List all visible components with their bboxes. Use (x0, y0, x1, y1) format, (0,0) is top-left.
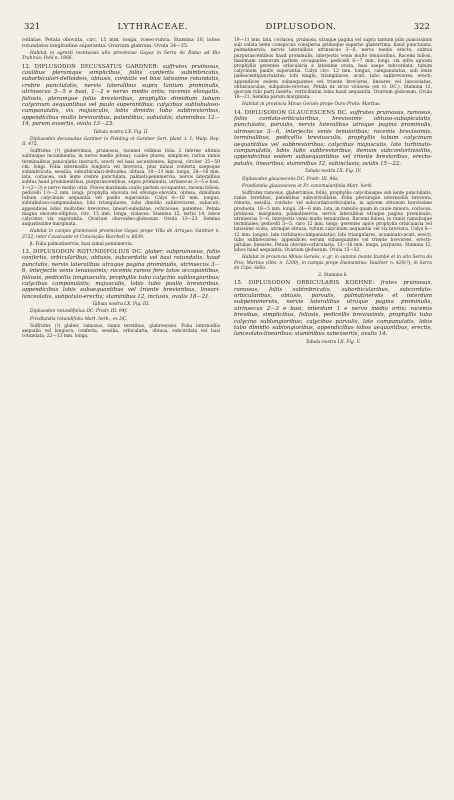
species-heading-13 (22, 249, 220, 300)
species-diagnosis: suffrutex pruinosus, caulibus plerumque simplicibus, foliis confertis subimbricatis, suborbiculari-deltoideis, obtusis, cordatis vel basi latissime rotundatis, crebre punctulatis, nervis lateralibus supra tantum prominulis, utrinsecus 3—5 e basi, 1—2 e nervo medio ortis; racemis elongatis, foliosis, plerumque foliis brevioribus, prophyllis dimidium tubum calycinum aequantibus vel paulo superantibus; calycibus subtubuloso-campanulatis, vix majusculis, lobis dimidio tubo subbrevioribus, appendicibus multo brevioribus, patentibus, subulatis; staminibus 12—14, parum exsertis, ovula 13—23. (22, 63, 220, 128)
habitat-note: Habitat in provincia Minas Geraës prope Ouro Preto: Martius. (242, 102, 381, 108)
page-number-left: 321 (24, 22, 41, 32)
right-column (234, 38, 432, 347)
species-description: Suffrutex ramosus, glaberrimus, foliis, prophyllis calycibusque sub lente punctulatis, ramis teretibus, patentibus subvorticillatis. Folia plerumque internodiis breviora, remota, sessilia, cordato- vel subcordatoorbicularia, in apicem obtusum brevissime produeta, 18—5 mm. longa, 24—6 mm. lata, in ramulis quam in caule minora, coriacea, pruinosa, marginata, palmatinervia, nervis lateralibus utraque pagina prominulis, utrinsecus 3—6, interjectis venis multo tenuioribus. Racemi foliosi, in ramis ramulisque terminales; pedicelli 3—5, raro 12 mm. longi; gerentes apice prophylla orbicularia vel latissime ovata, utrinque obtusa, tubum calycinum aequantia vel vix breviora. Calyx 8—12 mm. longus, late turbinato-campanulatus; lobi triangulares, acuminato-acuti, erecti, tubo subbreviores; appendices eorum subaequantes vel triente breviores, erecto-patulae, lineares. Petala obovato-orbicularia, 13—16 mm. longa, purpurea. Stamina 12, lobos haud aequantia. Ovarium globosum. Ovula 15—22. (234, 190, 432, 254)
species-description: Suffrutex (?) glaber, ramosus, ramis teretibus, glabrescens. Folia internodiis aequalia vel longiora, conferta, sessilia, orbicularia, obtusa, subcordata vel basi rotundata, 22—13 mm. longa, (22, 323, 220, 340)
species-name: DIPLUSODON ROTUNDIFOLIUS (32, 248, 130, 255)
plate-reference: Tabula nostra LX. Fig. IV. (304, 169, 362, 175)
running-title-genus: DIPLUSODON. (265, 22, 337, 32)
species-heading-14 (234, 110, 432, 168)
synonymy: Friedlandia glaucescens et Fr. canomularifolia Mart. herb. (242, 183, 373, 189)
paragraph: rollatae. Petala obovata, circ. 15 mm. longa, roseo-rubra. Stamina 18, lobos rotundatos longitudine superantia. Ovarium glabrum. Ovula 24—25. (22, 38, 220, 49)
synonymy: Diplusodon glaucescens DC. Prodr. III. 94a. (242, 176, 340, 182)
species-name: DIPLUSODON DECUSSATUS (34, 63, 122, 70)
plate-reference: Tabula nostra LX. Fig. V. (305, 339, 361, 345)
species-number: 12. (22, 63, 31, 70)
species-author: KOEHNE: (345, 280, 375, 287)
running-title-family: LYTHRACEAE. (117, 22, 189, 32)
section-label: 2. Stamina 6. (318, 272, 348, 278)
synonymy: Friedlandia rotundifolia Mart. herb., ex DC. (30, 316, 128, 322)
species-diagnosis: glaber, subpruinosus, foliis confertis, orbicularibus, obtusis, subcordatis vel basi rotundatis, haud punctatis, nervis lateralibus utraque pagina prominulis, utrinsecus 3—6, interjectis venis tenuissimis; racemis ramos fere totos occupantibus, foliosis, pedicellis longiusculis, prophyllis tubo calycino sublongioribus; calycibus campanulatis, majusculis, lobis tubo paullo brevioribus, appendicibus lobis subaequantibus vel triente brevioribus, lineari-lanceolatis, subpatulo-erectis; staminibus 12, inclusis, ovulis 18—21. (22, 248, 221, 300)
habitat-note: Habitat in campis graminosis provinciae Goyaz prope Villa de Arrayas: Gardner n. 3722; inter Cavalcante et Conceição: Burchell n. 8039. (22, 229, 220, 240)
variety-note: β. Folia palmatinervia, basi simul penninervia. (30, 241, 134, 247)
species-heading-15 (234, 280, 432, 338)
species-author: DC. (337, 109, 348, 116)
text-columns (22, 38, 432, 347)
species-number: 14. (234, 109, 243, 116)
left-column (22, 38, 220, 347)
species-diagnosis: suffrutex pruinosus, ramosus, foliis cordato-orbicularibus, brevissime obtuso-subapiculatis, punctulatis, parvulis, nervis lateralibus utraque pagina prominulis, utrinsecus 3—6, interjectis venis tenuioribus; racemis brevissimis, terminalibus, pedicellis breviusculis, prophyllis tubum calycinum aequantibus vel subbrevioribus; calycibus majusculis, late turbinato-campanulatis, lobis tubo subbrevioribus, demum subcontortiviolitis, appendicibus eodem subaequantibus vel triente brevioribus, erecto-patulis, linearibus; staminibus 12, subinclusis, ovulis 15—22. (234, 109, 432, 167)
habitat-note: Habitat in agresti montuosis alto provinciae Goyaz in Serra de Ridao ad Rio Trahiras: Pohl n. 1866. (22, 51, 220, 62)
species-author: GARDNER: (126, 63, 159, 70)
species-name: DIPLUSODON ORBICULARIS (248, 280, 340, 287)
species-diagnosis: frutex pruinosus, ramosus, foliis subimbricatis, suborbicularibus, subcordato-orbicularibus, obtusis, parvulis, palmatinerviis et interdum subpenninerviis, nervis lateralibus utraque pagina prominulis, utrinsecus 2—3 e basi, interdum 1 e nervo medio ortis; racemis brevibus, simplicibus, foliosis, pedicellis brevissimis, prophyllis tubo calycino sublongioribus; calycibus parvulis, late campanulatis, lobis tubo dimidio sublongioribus, appendicibus lobos aequantibus, erectis, lanceolato-linearibus; staminibus subexsertis, ovulis 14. (234, 280, 432, 338)
species-description: 19—11 mm. lata, coriacea, pruinosa, utraque pagina vel supra tantum pilis paucissimis sub valida lente conspicuis conspersa primoque superne glaberrima, haud punctulata, palmatinervia, nervis lateralibus utrinsecus 3—6, nervo medio erecto, subtus purpurascentibus haud prominulis, interjectis venis multo tenuioribus. Racemi foliosi, maximam ramorum partem occupantes; pedicelli 6—7 mm. longi, vix infra apicem prophyllis gerentes orbicularia a latissime ovata, basi saepe subcordata, tubum calycinum paullo superantia. Calyx circ. 12 mm. longus, campanulatus, sub lente pallescentipunctulatus; lobi magni, triangulares, acuti, tubo subbreviores, erecti; appendices eodem subaequantes vel triente breviores, lineares vel lanceolatae, obtusiusculae, subpatulo-erectae. Petala ex sicco violacea (ex cl. DC.). Stamina 12, quorum tubi parti inserta, verticillatim lobis haud aequantia. Ovarium globosum. Ovula 18—21. Semina parum marginata. (234, 38, 432, 101)
habitat-note: Habitat in provincia Minas Geraës, v. gr. in summo monte Itambé et in alto Serra do Frio: Martius (Obs. n. 1200); in campis prope Diamantina: Vauthier n. 420(?); in Serra do Cipó: Sello. (234, 255, 432, 271)
species-heading-12 (22, 64, 220, 128)
species-description: Suffrutex (?) glaberrimus, pruinosus, (nonnel vidimus folia 2 inferne ultimis subtusque incumbentia, in nervo medio pilosa); caules plures, simplices, rarius ramis terminalibus paniculatis instructi, erecti vel basi ascendentes, lignosi, circiter 25—50 cm. longi. Folia internodiis longiora vel breviora, plus minus conferta saepeque subimbricata, sessilia, suborbiculari-deltoidea, obtusa, 10—13 mm. longa, 28—16 mm. lata, coriacea, sub lente crebre punctulata, palmati-penninervia, nervis lateralibus subtus haud prominentibus, purpurascentibus, supra prominulis, utrinsecus 3—5 e basi, 1—(2—3) e nervo medio ortis. Flores maximam caulis partem occupantes, racemi foliosi; pedicelli 1½—2 mm. longi; prophylla obovata vel oblongo-obovata, obtusa, dimidium tubum calycinum aequantia vel paullo superantia. Calyx 8—10 mm. longus, subtubuloso-campanulatus; lobi triangulares, tubo dimidio subbreviores, subacuti; appendices lobis multoties breviores, lineari-subulatae, ochraceae, patentes. Petala magna obovato-elliptica, circ. 15 mm. longa, violacea. Stamina 12, tertia 14, lobos calycinos vix superantia. Ovarium obovoideo-globosum. Ovula 13—23. Semina augustissime marginata. (22, 149, 220, 228)
species-number: 13. (22, 248, 31, 255)
synonymy: Diplusodon rotundifolius DC. Prodr. III. 94f. (30, 309, 128, 315)
species-author: DC. (131, 248, 143, 255)
synonymy: Diplusodon decussatus Gardner in Fielding et Gardner Sert. plant. t. 1; Walp. Rep. II. 475. (22, 136, 220, 148)
page-header (22, 22, 432, 38)
species-name: DIPLUSODON GLAUCESCENS (244, 109, 336, 116)
plate-reference: Tabula nostra LX. Fig. III. (92, 302, 150, 308)
species-number: 15. (234, 280, 243, 287)
plate-reference: Tabula nostra LX. Fig. II. (93, 129, 149, 135)
page-number-right: 322 (413, 22, 430, 32)
